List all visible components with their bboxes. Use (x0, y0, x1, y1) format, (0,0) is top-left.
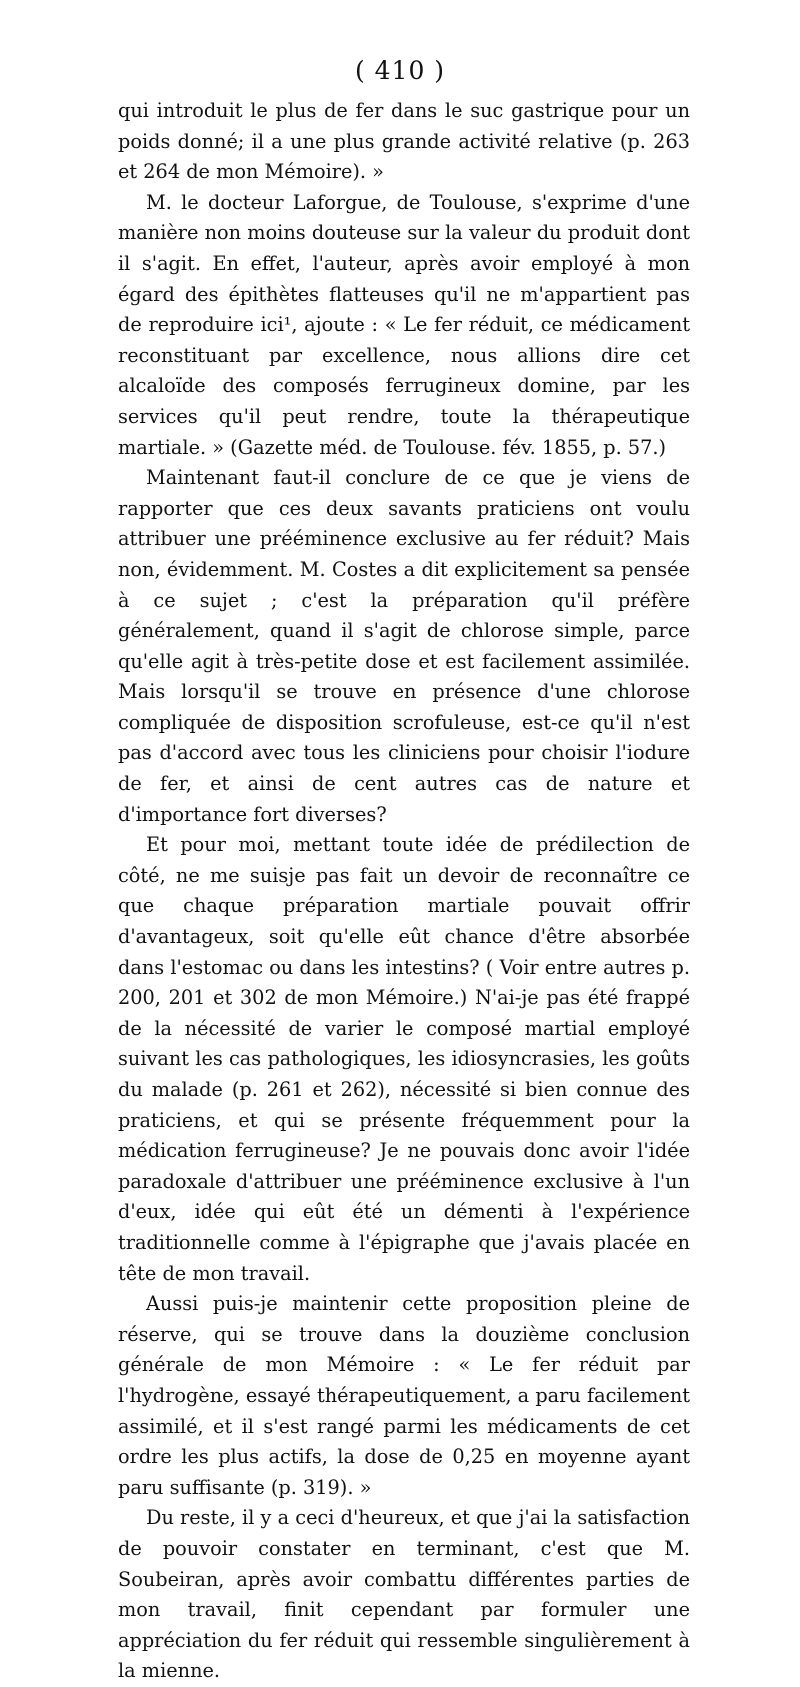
page-number: ( 410 ) (354, 56, 446, 85)
paragraph-4: Et pour moi, mettant toute idée de prédilection de côté, ne me suisje pas fait un devoir de reconnaître ce que chaque préparation martiale pouvait offrir d'avantageux, soit qu'elle eût chance d'être absorbée dans l'estomac ou dans les intestins? ( Voir entre autres p. 200, 201 et 302 de mon Mémoire.) N'ai-je pas été frappé de la nécessité de varier le composé martial employé suivant les cas pathologiques, les idiosyncrasies, les goûts du malade (p. 261 et 262), nécessité si bien connue des praticiens, et qui se présente fréquemment pour la médication ferrugineuse? Je ne pouvais donc avoir l'idée paradoxale d'attribuer une prééminence exclusive à l'un d'eux, idée qui eût été un démenti à l'expérience traditionnelle comme à l'épigraphe que j'avais placée en tête de mon travail. (118, 833, 690, 1285)
paragraph-1: qui introduit le plus de fer dans le suc gastrique pour un poids donné; il a une plus grande activité relative (p. 263 et 264 de mon Mémoire). » (118, 99, 690, 184)
paragraph-6: Du reste, il y a ceci d'heureux, et que j'ai la satisfaction de pouvoir constater en terminant, c'est que M. Soubeiran, après avoir combattu différentes parties de mon travail, finit cependant par formuler une appréciation du fer réduit qui ressemble singulièrement à la mienne. (118, 1506, 690, 1683)
paragraph-3: Maintenant faut-il conclure de ce que je viens de rapporter que ces deux savants praticiens ont voulu attribuer une prééminence exclusive au fer réduit? Mais non, évidemment. M. Costes a dit explicitement sa pensée à ce sujet ; c'est la préparation qu'il préfère généralement, quand il s'agit de chlorose simple, parce qu'elle agit à très-petite dose et est facilement assimilée. Mais lorsqu'il se trouve en présence d'une chlorose compliquée de disposition scrofuleuse, est-ce qu'il n'est pas d'accord avec tous les cliniciens pour choisir l'iodure de fer, et ainsi de cent autres cas de nature et d'importance fort diverses? (118, 466, 690, 826)
body-text (118, 96, 690, 1687)
paragraph-2: M. le docteur Laforgue, de Toulouse, s'exprime d'une manière non moins douteuse sur la valeur du produit dont il s'agit. En effet, l'auteur, après avoir employé à mon égard des épithètes flatteuses qu'il ne m'appartient pas de reproduire ici¹, ajoute : « Le fer réduit, ce médicament reconstituant par excellence, nous allions dire cet alcaloïde des composés ferrugineux domine, par les services qu'il peut rendre, toute la thérapeutique martiale. » (Gazette méd. de Toulouse. fév. 1855, p. 57.) (118, 190, 690, 459)
paragraph-5: Aussi puis-je maintenir cette proposition pleine de réserve, qui se trouve dans la douzième conclusion générale de mon Mémoire : « Le fer réduit par l'hydrogène, essayé thérapeutiquement, a paru facilement assimilé, et il s'est rangé parmi les médicaments de cet ordre les plus actifs, la dose de 0,25 en moyenne ayant paru suffisante (p. 319). » (118, 1292, 690, 1499)
